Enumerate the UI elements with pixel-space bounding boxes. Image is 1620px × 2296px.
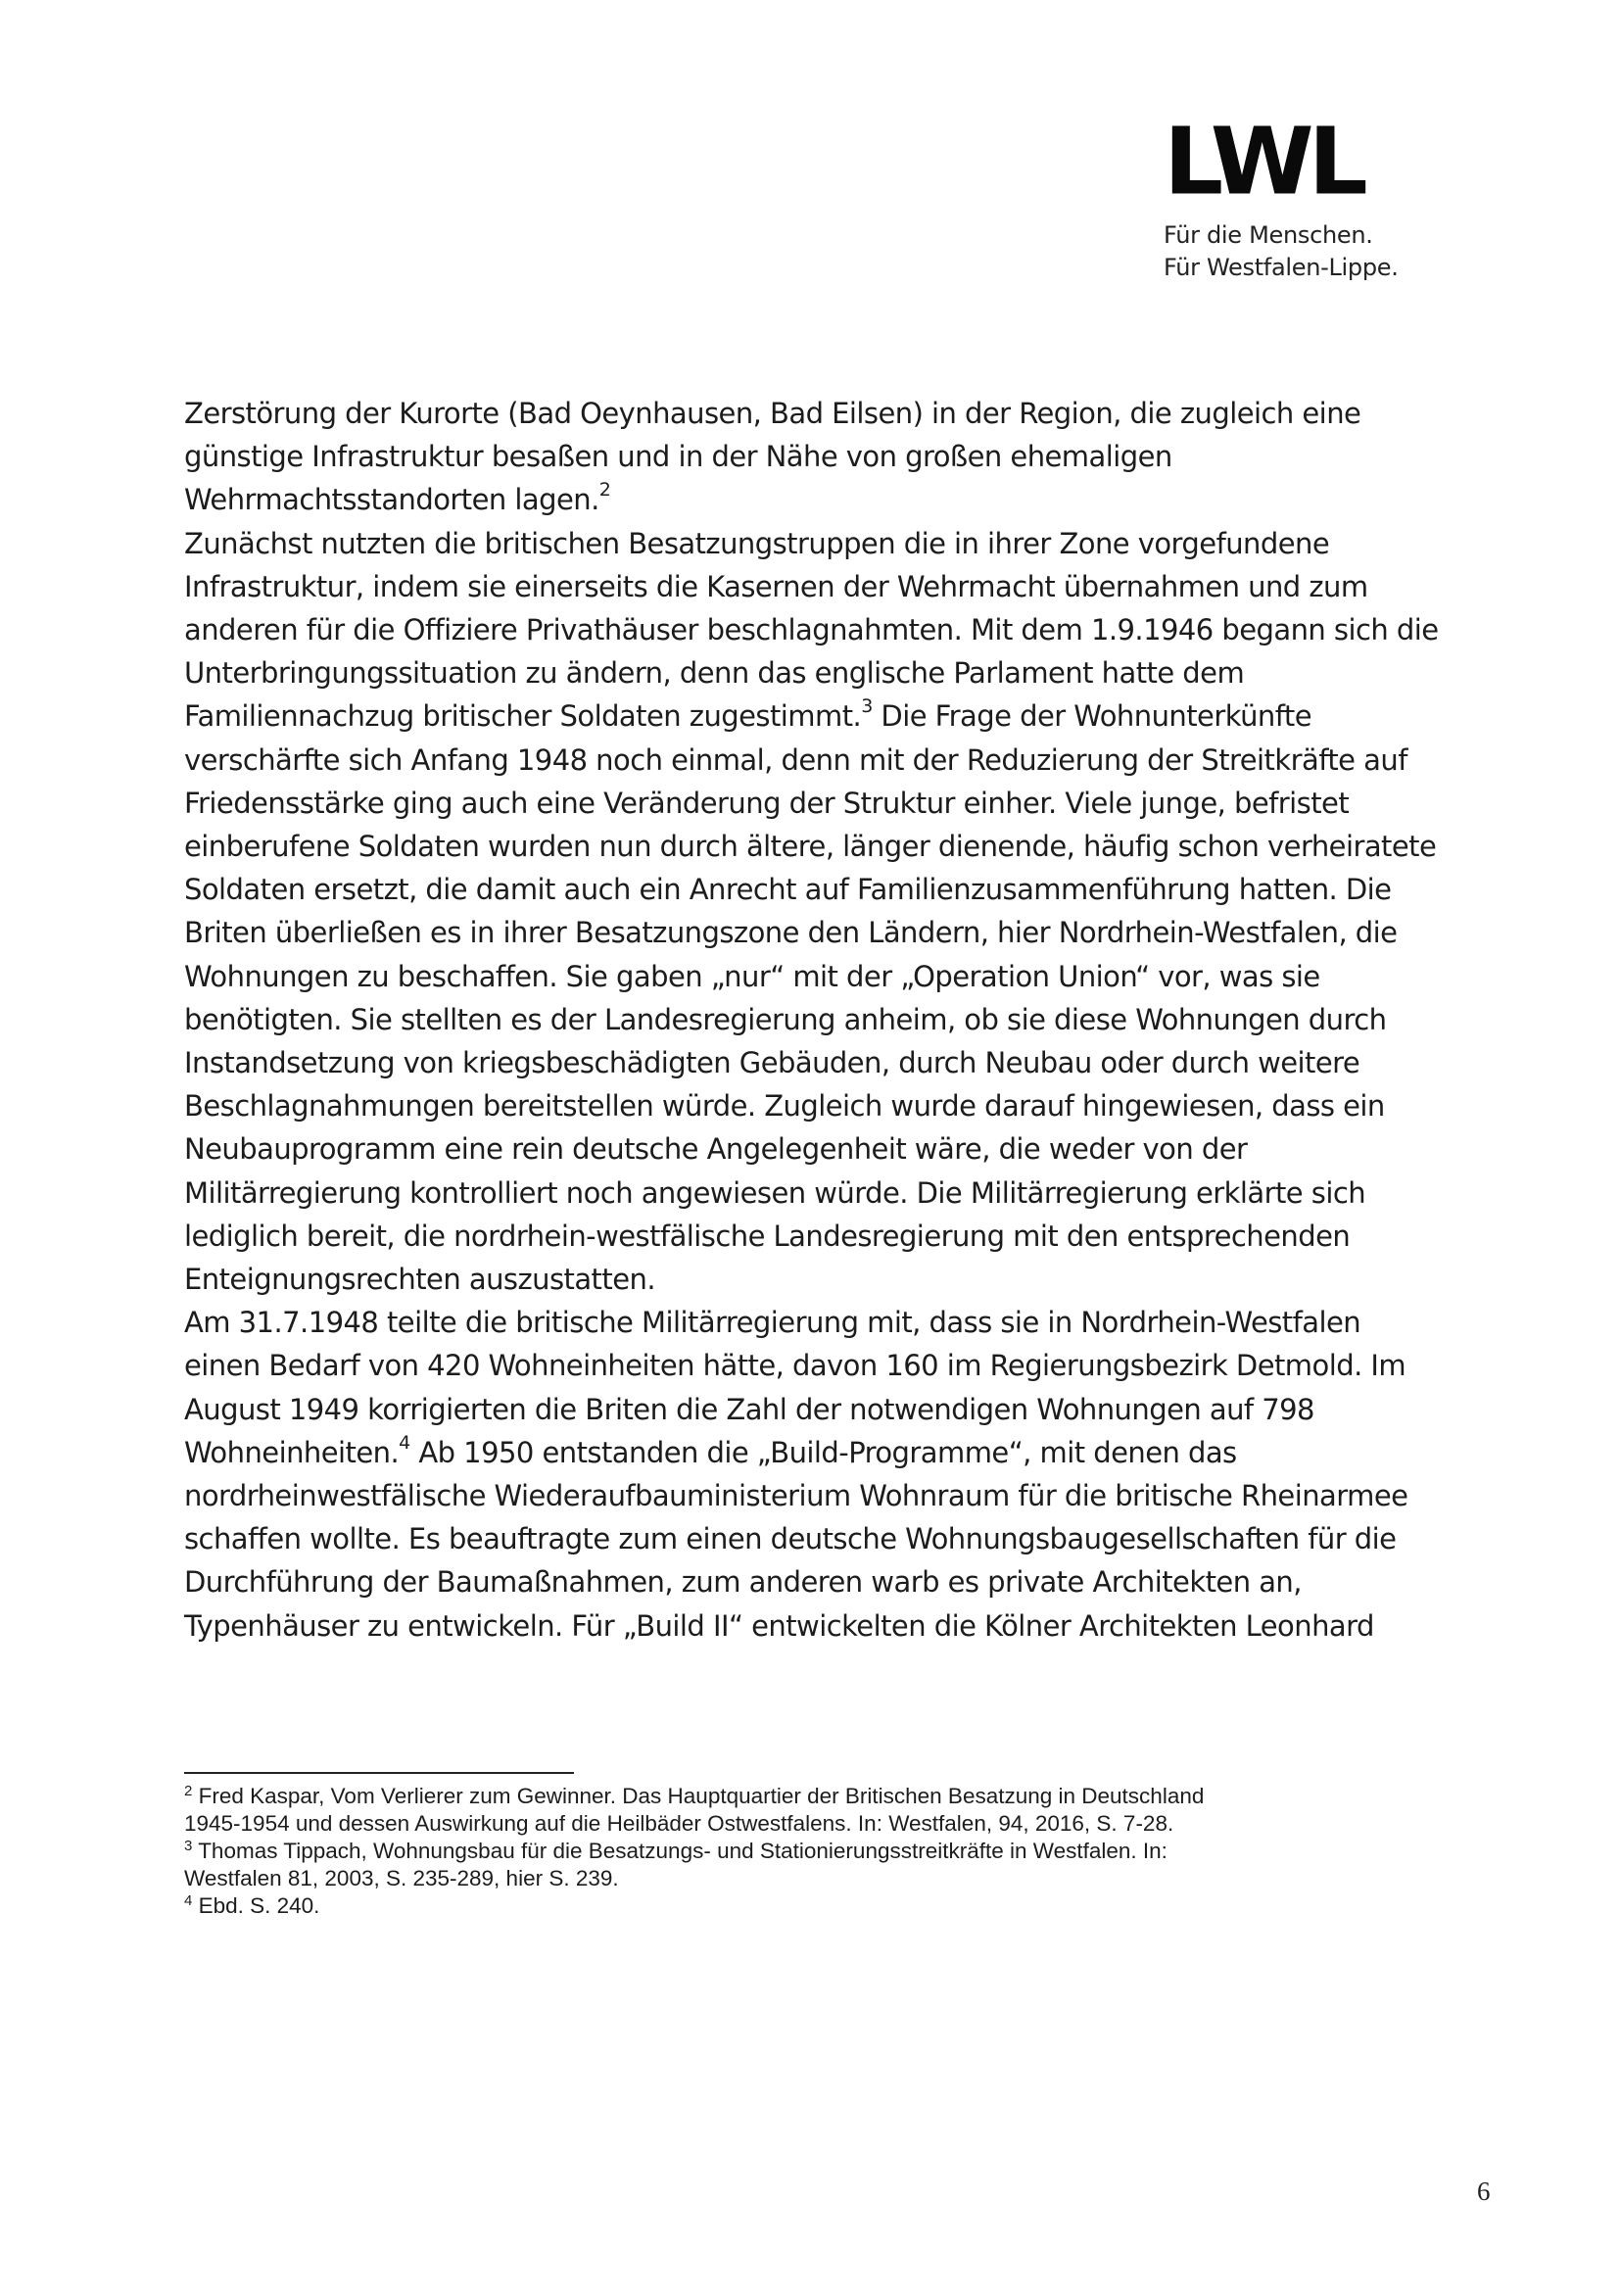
footnote-line — [184, 1892, 1477, 1920]
text-line: schaffen wollte. Es beauftragte zum einen deutsche Wohnungsbaugesellschaften für die — [184, 1522, 1397, 1556]
footnote-ref-2: 2 — [598, 479, 611, 502]
text-line: Durchführung der Baumaßnahmen, zum anderen warb es private Architekten an, — [184, 1565, 1302, 1600]
footnote-text: Thomas Tippach, Wohnungsbau für die Besatzungs- und Stationierungsstreitkräfte in Westfalen. In: — [192, 1839, 1167, 1863]
text-segment: Wehrmachtsstandorten lagen. — [184, 483, 599, 517]
tagline-line-2: Für Westfalen-Lippe. — [1164, 254, 1399, 281]
logo-tagline — [1164, 219, 1448, 284]
lwl-logo — [1164, 108, 1448, 284]
text-line: anderen für die Offiziere Privathäuser beschlagnahmten. Mit dem 1.9.1946 begann sich die — [184, 613, 1439, 647]
text-line: benötigten. Sie stellten es der Landesregierung anheim, ob sie diese Wohnungen durch — [184, 1002, 1387, 1036]
text-line: Am 31.7.1948 teilte die britische Militärregierung mit, dass sie in Nordrhein-Westfalen — [184, 1306, 1361, 1340]
footnote-3 — [184, 1838, 1477, 1892]
text-line: nordrheinwestfälische Wiederaufbauministerium Wohnraum für die britische Rheinarmee — [184, 1479, 1408, 1513]
text-line: verschärfte sich Anfang 1948 noch einmal, denn mit der Reduzierung der Streitkräfte auf — [184, 742, 1407, 777]
text-line: lediglich bereit, die nordrhein-westfälische Landesregierung mit den entsprechenden — [184, 1219, 1351, 1253]
footnote-4 — [184, 1892, 1477, 1920]
text-line: Zunächst nutzten die britischen Besatzungstruppen die in ihrer Zone vorgefundene — [184, 526, 1330, 560]
text-segment: Ab 1950 entstanden die „Build-Programme“, mit denen das — [409, 1435, 1237, 1469]
text-line: Wohnungen zu beschaffen. Sie gaben „nur“ mit der „Operation Union“ vor, was sie — [184, 959, 1320, 993]
paragraph-1 — [184, 392, 1457, 522]
footnote-ref-4: 4 — [399, 1431, 410, 1454]
text-line: einen Bedarf von 420 Wohneinheiten hätte, davon 160 im Regierungsbezirk Detmold. Im — [184, 1349, 1406, 1383]
text-segment: Familiennachzug britischer Soldaten zugestimmt. — [184, 699, 862, 734]
footnote-2 — [184, 1783, 1477, 1838]
text-line: Zerstörung der Kurorte (Bad Oeynhausen, Bad Eilsen) in der Region, die zugleich eine — [184, 397, 1361, 430]
footnote-line — [184, 1838, 1477, 1865]
text-line — [184, 694, 1457, 738]
text-segment: Wohneinheiten. — [184, 1435, 400, 1469]
footnote-number: 2 — [184, 1783, 193, 1799]
text-segment: Die Frage der Wohnunterkünfte — [872, 699, 1311, 734]
footnote-number: 3 — [184, 1838, 193, 1854]
page-number: 6 — [1477, 2176, 1491, 2206]
text-line: Briten überließen es in ihrer Besatzungszone den Ländern, hier Nordrhein-Westfalen, die — [184, 916, 1398, 950]
footnote-ref-3: 3 — [861, 695, 873, 718]
text-line: Enteignungsrechten auszustatten. — [184, 1263, 655, 1297]
paragraph-2 — [184, 522, 1457, 1302]
footnotes — [184, 1783, 1477, 1920]
footnote-line — [184, 1783, 1477, 1810]
text-line: Militärregierung kontrolliert noch angewiesen würde. Die Militärregierung erklärte sich — [184, 1175, 1366, 1210]
text-line: August 1949 korrigierten die Briten die Zahl der notwendigen Wohnungen auf 798 — [184, 1392, 1314, 1426]
tagline-line-1: Für die Menschen. — [1164, 221, 1373, 249]
text-line: Instandsetzung von kriegsbeschädigten Gebäuden, durch Neubau oder durch weitere — [184, 1046, 1360, 1080]
text-line: Infrastruktur, indem sie einerseits die Kasernen der Wehrmacht übernahmen und zum — [184, 569, 1368, 603]
text-line: günstige Infrastruktur besaßen und in der Nähe von großen ehemaligen — [184, 440, 1172, 474]
text-line: Soldaten ersetzt, die damit auch ein Anrecht auf Familienzusammenführung hatten. Die — [184, 873, 1392, 907]
text-line: Unterbringungssituation zu ändern, denn das englische Parlament hatte dem — [184, 656, 1245, 691]
text-line: Friedensstärke ging auch eine Veränderung der Struktur einher. Viele junge, befristet — [184, 786, 1350, 820]
footnote-line: Westfalen 81, 2003, S. 235-289, hier S. 239. — [184, 1866, 619, 1890]
text-line: Neubauprogramm eine rein deutsche Angelegenheit wäre, die weder von der — [184, 1132, 1248, 1167]
footnote-text: Ebd. S. 240. — [192, 1893, 320, 1918]
text-line: Beschlagnahmungen bereitstellen würde. Zugleich wurde darauf hingewiesen, dass ein — [184, 1089, 1385, 1124]
logo-wordmark: LWL — [1164, 108, 1362, 215]
body-text — [184, 392, 1457, 1648]
footnote-number: 4 — [184, 1892, 193, 1909]
text-line: Typenhäuser zu entwickeln. Für „Build II“ entwickelten die Kölner Architekten Leonhard — [184, 1608, 1374, 1643]
paragraph-3 — [184, 1301, 1457, 1648]
text-line — [184, 478, 1457, 521]
footnote-text: Fred Kaspar, Vom Verlierer zum Gewinner. Das Hauptquartier der Britischen Besatzung in Deutschland — [192, 1784, 1205, 1808]
footnote-separator — [184, 1772, 574, 1774]
text-line — [184, 1431, 1457, 1474]
text-line: einberufene Soldaten wurden nun durch ältere, länger dienende, häufig schon verheiratete — [184, 830, 1437, 864]
footnote-line: 1945-1954 und dessen Auswirkung auf die Heilbäder Ostwestfalens. In: Westfalen, 94, 2016, S. 7-28. — [184, 1811, 1174, 1836]
